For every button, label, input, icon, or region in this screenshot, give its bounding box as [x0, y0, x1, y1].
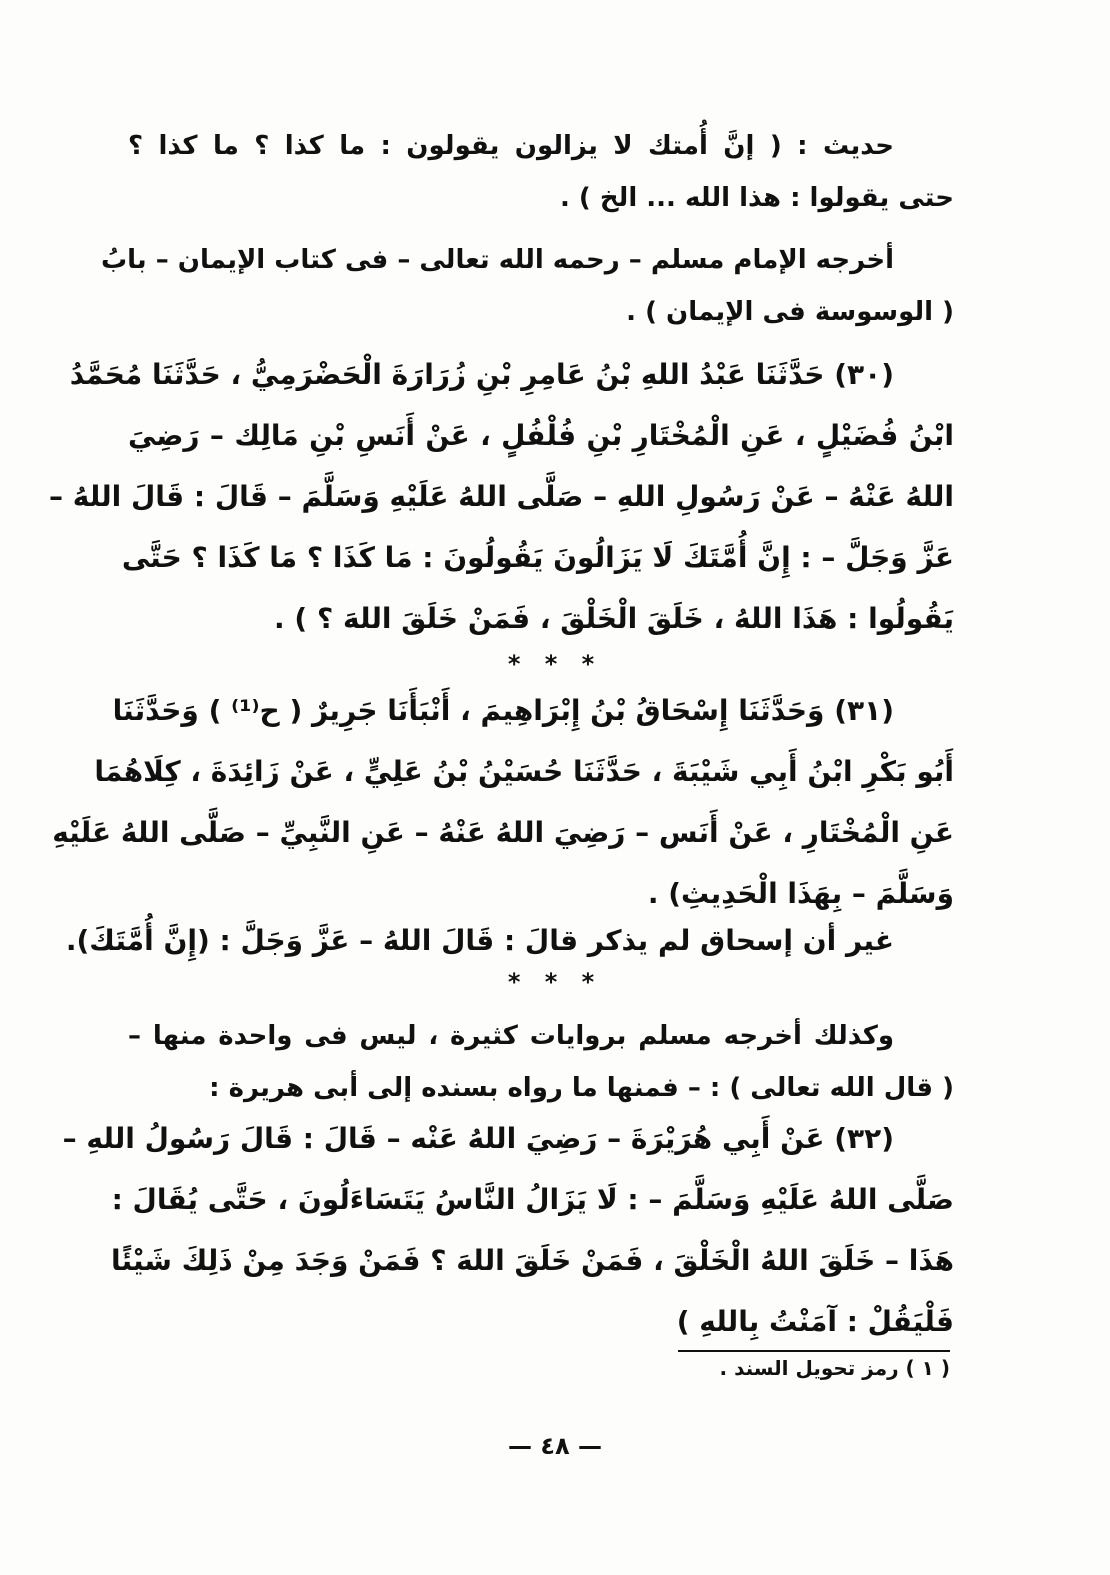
hadith-heading-paragraph — [128, 120, 954, 224]
text-line: حتى يقولوا : هذا الله ... الخ ) . — [559, 183, 954, 213]
text-line: وكذلك أخرجه مسلم بروايات كثيرة ، ليس فى واحدة منها – — [128, 1021, 894, 1051]
note-paragraph — [65, 910, 954, 971]
text-line: فَلْيَقُلْ : آمَنْتُ بِاللهِ ) — [676, 1305, 954, 1338]
footnote-rule — [678, 1350, 950, 1352]
hadith-31 — [52, 680, 954, 924]
section-separator: * * * — [507, 650, 603, 678]
text-line: عَزَّ وَجَلَّ – : إِنَّ أُمَّتَكَ لَا يَزَالُونَ يَقُولُونَ : مَا كَذَا ؟ مَا كَذَا ؟ حَتَّى — [121, 541, 954, 574]
text-line: غير أن إسحاق لم يذكر قالَ : قَالَ اللهُ – عَزَّ وَجَلَّ : (إِنَّ أُمَّتَكَ). — [65, 924, 894, 957]
text-line: ابْنُ فُضَيْلٍ ، عَنِ الْمُخْتَارِ بْنِ فُلْفُلٍ ، عَنْ أَنَسِ بْنِ مَالِك – رَضِيَ — [128, 419, 954, 452]
page-number: — ٤٨ — — [507, 1432, 602, 1460]
text-line: صَلَّى اللهُ عَلَيْهِ وَسَلَّمَ – : لَا يَزَالُ النَّاسُ يَتَسَاءَلُونَ ، حَتَّى يُقَالَ : — [111, 1183, 954, 1216]
footnote: ( ١ ) رمز تحويل السند . — [719, 1356, 950, 1380]
text-line: أخرجه الإمام مسلم – رحمه الله تعالى – فى كتاب الإيمان – بابُ — [101, 245, 894, 275]
text-line: يَقُولُوا : هَذَا اللهُ ، خَلَقَ الْخَلْقَ ، فَمَنْ خَلَقَ اللهَ ؟ ) . — [274, 602, 954, 635]
hadith-30 — [48, 344, 954, 649]
text-line: (٣١) وَحَدَّثَنَا إِسْحَاقُ بْنُ إِبْرَاهِيمَ ، أَنْبَأَنَا جَرِيرٌ ( ح⁽¹⁾ ) وَحَدَّثَنَا — [112, 694, 894, 727]
text-line: ( قال الله تعالى ) : – فمنها ما رواه بسنده إلى أبى هريرة : — [209, 1073, 954, 1103]
text-line: أَبُو بَكْرِ ابْنُ أَبِي شَيْبَةَ ، حَدَّثَنَا حُسَيْنُ بْنُ عَلِيٍّ ، عَنْ زَائِدَةَ ، كِلَاهُمَا — [94, 755, 954, 788]
text-line: اللهُ عَنْهُ – عَنْ رَسُولِ اللهِ – صَلَّى اللهُ عَلَيْهِ وَسَلَّمَ – قَالَ : قَالَ اللهُ – — [48, 480, 954, 513]
text-line: هَذَا – خَلَقَ اللهُ الْخَلْقَ ، فَمَنْ خَلَقَ اللهَ ؟ فَمَنْ وَجَدَ مِنْ ذَلِكَ شَيْئًا — [111, 1244, 954, 1277]
narrations-paragraph — [128, 1010, 954, 1114]
text-line: عَنِ الْمُخْتَارِ ، عَنْ أَنَس – رَضِيَ اللهُ عَنْهُ – عَنِ النَّبِيِّ – صَلَّى اللهُ عَلَيْهِ — [52, 816, 954, 849]
text-line: ( الوسوسة فى الإيمان ) . — [626, 297, 954, 327]
text-line: (٣٢) عَنْ أَبِي هُرَيْرَةَ – رَضِيَ اللهُ عَنْه – قَالَ : قَالَ رَسُولُ اللهِ – — [62, 1122, 894, 1155]
text-line: (٣٠) حَدَّثَنَا عَبْدُ اللهِ بْنُ عَامِرِ بْنِ زُرَارَةَ الْحَضْرَمِيُّ ، حَدَّثَنَا مُحَمَّدُ — [69, 358, 894, 391]
hadith-32 — [62, 1108, 954, 1352]
source-paragraph — [101, 234, 954, 338]
text-line: وَسَلَّمَ – بِهَذَا الْحَدِيثِ) . — [647, 877, 954, 910]
text-line: حديث : ( إنَّ أُمتك لا يزالون يقولون : ما كذا ؟ ما كذا ؟ — [128, 131, 894, 161]
section-separator: * * * — [507, 968, 603, 996]
